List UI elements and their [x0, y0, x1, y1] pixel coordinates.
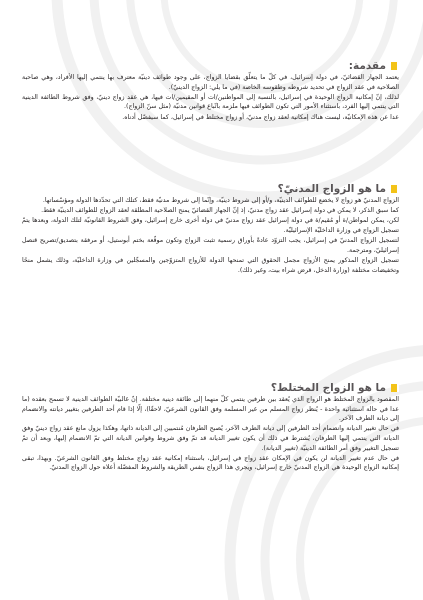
paragraph: تسجيل الزواج المذكور يمنح الأزواج مجمل الحقوق التي تمنحها الدولة للأزواج المتزوّجين والمسجّلين في وزارة الداخليّة، وذلك يشمل منحًا وتخفيضات مختلفة (وزارة الدخل، قرض شراء بيت، وغير ذلك).: [22, 256, 399, 274]
paragraph: عدا عن هذه الإمكانيّة، ليست هناك إمكانية لعقد زواج مدنيّ، أو زواج مختلط في إسرائيل، كما سيفصّل أدناه.: [122, 113, 399, 121]
section-title: مقدمة:: [348, 60, 386, 72]
section-marker-icon: [391, 185, 399, 193]
section-civil-marriage: [22, 182, 399, 275]
paragraph: في حال عدم تغيير الديانة لن يكون في الإمكان عقد زواج في إسرائيل، باستثناء إمكانية عقد زواج مختلط وفق القانون الشرعيّ. وبهذا، تبقى إمكانية الزواج الوحيدة هي الزواج المدنيّ خارج إسرائيل، ويجري هذا الزواج بنفس الطريقة والشروط المفصّلة أعلاه حول الزواج المدنيّ.: [22, 454, 399, 472]
paragraph: لذلك، إنّ إمكانية الزواج الوحيدة في إسرائيل، بالنسبة إلى المواطنين/ات أو المقيمين/ات فيها، هي عقد زواج دينيّ، وفق شروط الطائفة الدينية التي ينتمي إليها الفرد، باستثناء الأمور التي تكون الطوائف فيها ملزمة باتّباع قوانين مدنيّة (مثل سنّ الزواج).: [22, 93, 399, 111]
section-heading: [22, 59, 399, 73]
paragraph: الزواج المدنيّ هو زواج لا يخضع للطوائف الدينيّة، و/أو إلى شروط دينيّة، وإنّما إلى شروط مدنيّة فقط، كتلك التي تحدّدها الدولة ومؤسّساتها.: [42, 197, 399, 204]
section-heading: [22, 381, 399, 395]
section-title: ما هو الزواج المدنيّ؟: [277, 183, 386, 195]
paragraph: في حال تغيير الديانة وانضمام أحد الطرفين إلى ديانة الطرف الآخر، يُصبح الطرفان مُنتميين إلى الديانة ذاتها، وهكذا يزول مانع عقد زواج دينيّ وفق الديانة التي ينتمي إليها الطرفان، يُشترط في ذلك أن يكون تغيير الديانة قد تمّ وفق شروط وقوانين الديانة التي تمّ الانضمام إليها، وبعد أن تمّ تسجيل التغيير وفق أمر الطائفة الدينيّة (تغيير الديانة).: [22, 425, 399, 452]
paragraph: كما سبق الذكر، لا يمكن في دولة إسرائيل عقد زواج مدنيّ، إذ إنّ الجهاز القضائيّ يمنح الصلاحية المطلقة لعقد الزواج للطوائف الدينيّة فقط.: [41, 207, 399, 215]
section-marker-icon: [391, 62, 399, 70]
section-marker-icon: [391, 384, 399, 392]
section-mixed-marriage: [22, 381, 399, 473]
paragraph: يعتمد الجهاز القضائيّ، في دولة إسرائيل، في كلّ ما يتعلّق بقضايا الزواج، على وجود طوائف دينيّة معترف بها ينتمي إليها الأفراد، وهي صاحبة الصلاحية في عقد الزواج في تحديد شروطه وطقوسه الخاصة (في ما يلي: الزواج الدينيّ).: [22, 74, 399, 91]
paragraph: لكن، يمكن لمواطن/ة أو مُقيم/ة في دولة إسرائيل عقد زواج مدنيّ في دولة أخرى خارج إسرائيل، وفق الشروط القانونيّة لتلك الدولة، وبعدها يتمّ تسجيل الزواج في وزارة الداخليّة الإسرائيليّة.: [22, 217, 399, 234]
section-introduction: [22, 59, 399, 122]
paragraph: المقصود بالزواج المختلط هو الزواج الذي يُعقد بين طرفين ينتمي كلّ منهما إلى طائفة دينية مختلفة. إنّ غالبيّة الطوائف الدينية لا تسمح بعقده (ما عدا في حالة استثنائية واحدة - يُنظر زواج المسلم من غير المسلمة وفق القانون الشرعيّ، لاحقًا)، إلّا إذا قام أحد الطرفين بتغيير ديانته والانضمام إلى ديانة الطرف الآخر.: [22, 396, 399, 423]
section-title: ما هو الزواج المختلط؟: [270, 382, 386, 394]
paragraph: لتسجيل الزواج المدنيّ في إسرائيل، يجب التزوّد عادةً بأوراق رسمية تثبت الزواج وتكون موقّعة بختم أبوستيل، أو مرفقة بتصديق/تصريح قنصل إسرائيليّ، ومترجمة.: [22, 237, 399, 254]
section-heading: [22, 182, 399, 196]
